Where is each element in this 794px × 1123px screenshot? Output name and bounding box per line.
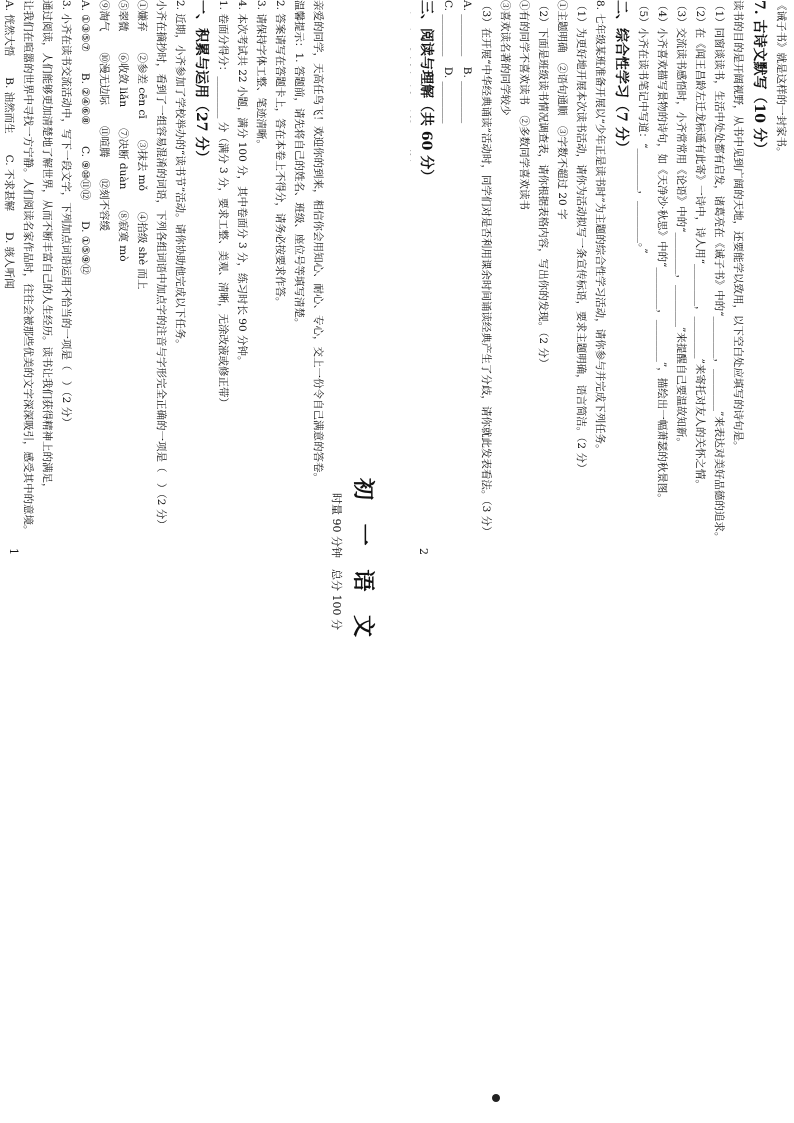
section-heading: 7. 古诗文默写（10 分） (751, 0, 767, 156)
text-line: （5）小齐在读书笔记中写道：“________，________。” (637, 0, 649, 254)
text-line: ⑨淘气 ⑩漫无边际 ⑪喧腾 ⑫刻不容缓 (98, 0, 110, 231)
exam-subtitle: 时量 90 分钟 总分 100 分 (330, 493, 343, 630)
page-1-column (0, 0, 380, 1123)
page-number: 1 (7, 548, 20, 555)
text-line: 温馨提示：1. 答题前，请先将自己的姓名、班级、座位号等填写清楚。 (293, 0, 305, 329)
section-heading: 一、积累与运用（27 分） (193, 0, 209, 165)
text-line: 8. 七年级某班准备开展以“少年正是读书时”为主题的综合性学习活动，请你参与并完成下列任务。 (594, 0, 606, 455)
text-line: （1）同窗谈读书，生活中处处都有启发，诸葛亮在《诫子书》中的“________，________”来表达对美好品德的追求。 (713, 0, 725, 543)
text-line: 读书的目的是开阔视野，从书中见到广阔的天地，还要能学以致用，以下空白处应填写的诗句是。 (732, 0, 744, 452)
text-line: （2）下面是班级读书情况调查表，请你根据表格内容，写出你的发现。（2 分） (537, 0, 549, 369)
section-heading: 三、阅读与理解（共 60 分） (418, 0, 434, 184)
text-line: A. 恍然大悟 B. 油然而生 C. 不求甚解 D. 骇人听闻 (3, 0, 15, 289)
page-2-column (410, 0, 790, 1123)
text-line: ①主题明确 ②语句通顺 ③字数不超过 20 字 (556, 0, 568, 220)
text-line: 让我们在喧嚣的世界中寻找一方宁静。人们阅读名家作品时，往往会被那些优美的文字深深吸引，感受其中的意境。 (22, 0, 34, 536)
text-line: ③喜欢读名著的同学较少 (499, 0, 511, 116)
text-line: （1）为更好地开展本次读书活动，请你为活动拟写一条宣传标语，要求主题明确，语言简洁。（2 分） (575, 0, 587, 474)
text-line: 通过阅读，人们能够更加清楚地了解世界，从而不断丰富自己的人生经历。读书让我们获得精神上的满足， (41, 0, 53, 494)
subsection-heading (410, 0, 414, 1123)
page-2-body (410, 0, 790, 1123)
text-line: 3. 请保持字体工整、笔迹清晰。 (255, 0, 267, 150)
text-line: C. ________ D. ________ (442, 0, 454, 124)
text-line: 3. 小齐在读书交流活动中，写下一段文字，下列加点词语运用不恰当的一项是（ ）（2 分） (60, 0, 72, 428)
text-line: ①有的同学不喜欢读书 ②多数同学喜欢读书 (518, 0, 530, 210)
text-line: （3）交流读书感悟时，小齐常常用《论语》中的“________，________”来提醒自己要温故知新。 (675, 0, 687, 448)
text-line: 4. 本次考试共 22 小题，满分 100 分，其中卷面分 3 分，练习时长 90 分钟。 (236, 0, 248, 367)
text-line: 小齐在摘抄时，看到了一组容易混淆的词语，下列各组词语中加点字的注音与字形完全正确的一项是（ ）（2 分） (155, 0, 167, 530)
section-heading: 二、综合性学习（7 分） (613, 0, 629, 155)
page-1-body (0, 0, 327, 1123)
text-line: A. ①③⑤⑦ B. ②④⑥⑧ C. ⑨⑩⑪⑫ D. ①⑤⑨⑫ (79, 0, 91, 275)
text-line: 1. 卷面分得分：________ 分（满分 3 分，要求工整、美观、清晰，无涂改液或修正带） (217, 0, 229, 409)
page-number: 2 (417, 548, 430, 555)
exam-title: 初 一 语 文 (350, 478, 376, 645)
text-line: 《诫子书》就是这样的一封家书。 (775, 0, 787, 158)
text-line: （3）在开展“中华经典诵读”活动时，同学们对是否利用课余时间诵读经典产生了分歧，请你就此发表看法。（3 分） (480, 0, 492, 537)
text-line: 亲爱的同学，天高任鸟飞！欢迎你的到来，相信你会用知心、耐心、专心，交上一份令自己满意的答卷。 (312, 0, 324, 483)
text-line: 2. 近期，小齐参加了学校举办的“读书节”活动。请你协助他完成以下任务。 (174, 0, 186, 350)
text-line: A. ________ B. ________ (461, 0, 473, 124)
text-line: （2）在《闻王昌龄左迁龙标遥有此寄》一诗中，诗人用“________，________”来寄托对友人的关怀之情。 (694, 0, 706, 490)
text-line: （4）小齐喜欢描写景物的诗句，如《天净沙·秋思》中的“________，________”，描绘出一幅萧瑟的秋景图。 (656, 0, 668, 504)
text-line: ⑤翠微 ⑥收敛 liǎn ⑦决断 duàn ⑧寂寞 mò (117, 0, 129, 262)
text-line: ①嫌弃 ②参差 cēn cī ③抹去 mǒ ④拾级 shè 而上 (136, 0, 148, 290)
text-line: 2. 答案请写在答题卡上，答在本卷上不得分，请务必按要求作答。 (274, 0, 286, 308)
scan-dot-icon (492, 1094, 500, 1102)
